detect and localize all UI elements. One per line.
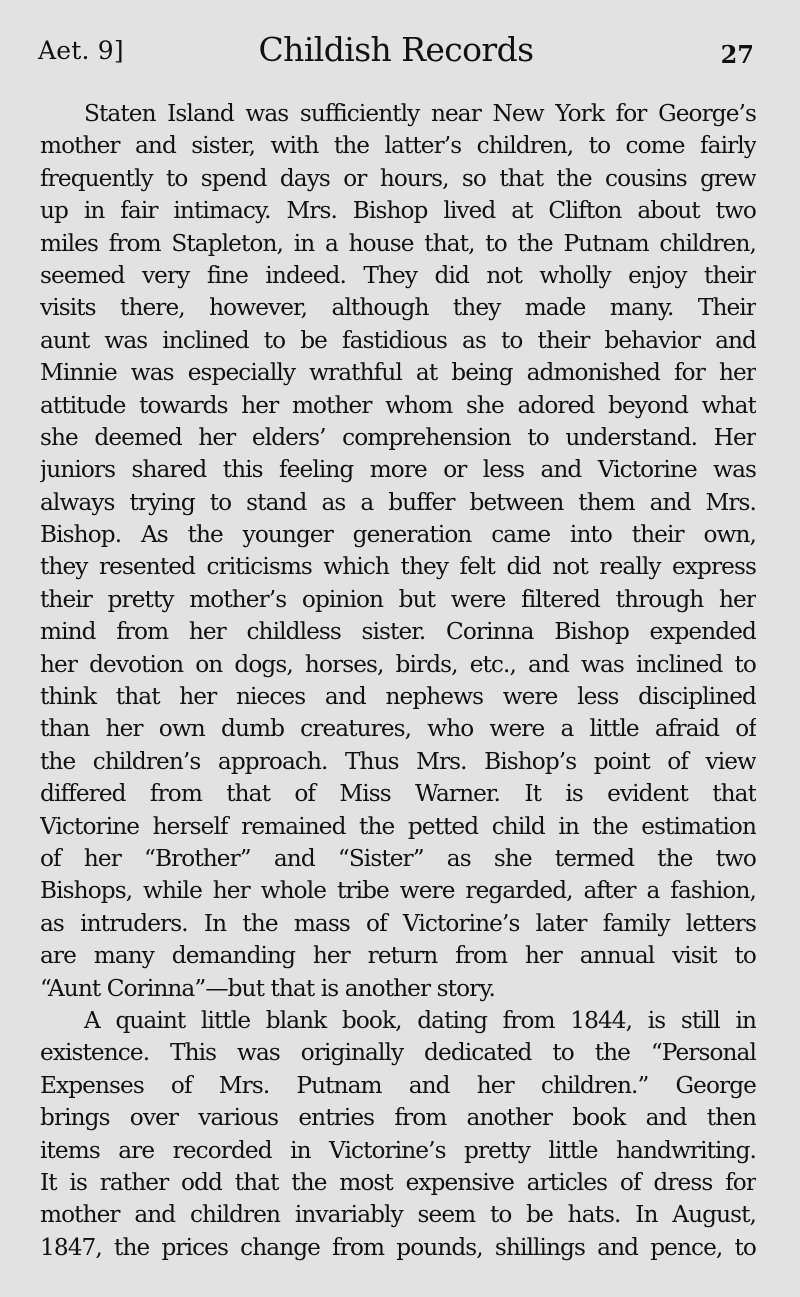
text-line: always trying to stand as a buffer between them and Mrs. (40, 488, 756, 516)
paragraph (40, 1005, 756, 1264)
text-line: differed from that of Miss Warner. It is evident that (40, 780, 756, 808)
chapter-title: Childish Records (258, 30, 534, 69)
text-line: think that her nieces and nephews were less disciplined (40, 683, 756, 711)
page-number: 27 (720, 40, 754, 69)
text-line: mother and sister, with the latter’s children, to come fairly (40, 132, 756, 160)
text-line: up in fair intimacy. Mrs. Bishop lived at Clifton about two (40, 197, 756, 225)
text-line: visits there, however, although they made many. Their (40, 294, 756, 322)
text-line: juniors shared this feeling more or less and Victorine was (40, 456, 756, 484)
text-line: 1847, the prices change from pounds, shillings and pence, to (40, 1233, 756, 1261)
text-line: Minnie was especially wrathful at being admonished for her (40, 359, 756, 387)
text-line: seemed very fine indeed. They did not wholly enjoy their (40, 261, 756, 289)
running-head-age-note: Aet. 9] (38, 36, 124, 65)
text-line: items are recorded in Victorine’s pretty little handwriting. (40, 1136, 756, 1164)
text-line: Bishops, while her whole tribe were regarded, after a fashion, (40, 877, 756, 905)
text-line: than her own dumb creatures, who were a little afraid of (40, 715, 756, 743)
text-line: are many demanding her return from her annual visit to (40, 942, 756, 970)
text-line: Victorine herself remained the petted child in the estimation (40, 812, 756, 840)
text-line: A quaint little blank book, dating from 1844, is still in (84, 1006, 756, 1034)
running-head (38, 30, 754, 78)
text-line: Staten Island was sufficiently near New York for George’s (84, 100, 756, 127)
text-line: of her “Brother” and “Sister” as she termed the two (40, 844, 756, 872)
text-line: they resented criticisms which they felt did not really express (40, 553, 756, 581)
text-line: as intruders. In the mass of Victorine’s later family letters (40, 909, 756, 937)
text-line: her devotion on dogs, horses, birds, etc., and was inclined to (40, 650, 756, 678)
text-line: existence. This was originally dedicated to the “Personal (40, 1039, 756, 1067)
text-line: she deemed her elders’ comprehension to understand. Her (40, 423, 756, 451)
paragraph (40, 98, 756, 1005)
text-line: their pretty mother’s opinion but were filtered through her (40, 585, 756, 613)
text-line: miles from Stapleton, in a house that, to the Putnam children, (40, 229, 756, 257)
text-line: attitude towards her mother whom she adored beyond what (40, 391, 756, 419)
text-line: Bishop. As the younger generation came into their own, (40, 521, 756, 549)
text-line: mind from her childless sister. Corinna Bishop expended (40, 618, 756, 646)
text-line: Expenses of Mrs. Putnam and her children.” George (40, 1071, 756, 1099)
text-line: It is rather odd that the most expensive articles of dress for (40, 1168, 756, 1196)
body-text (40, 98, 756, 1264)
text-line: “Aunt Corinna”—but that is another story. (40, 974, 495, 1002)
text-line: aunt was inclined to be fastidious as to their behavior and (40, 326, 756, 354)
text-line: mother and children invariably seem to be hats. In August, (40, 1201, 756, 1229)
text-line: the children’s approach. Thus Mrs. Bishop’s point of view (40, 747, 756, 775)
text-line: frequently to spend days or hours, so that the cousins grew (40, 164, 756, 192)
text-line: brings over various entries from another book and then (40, 1104, 756, 1132)
